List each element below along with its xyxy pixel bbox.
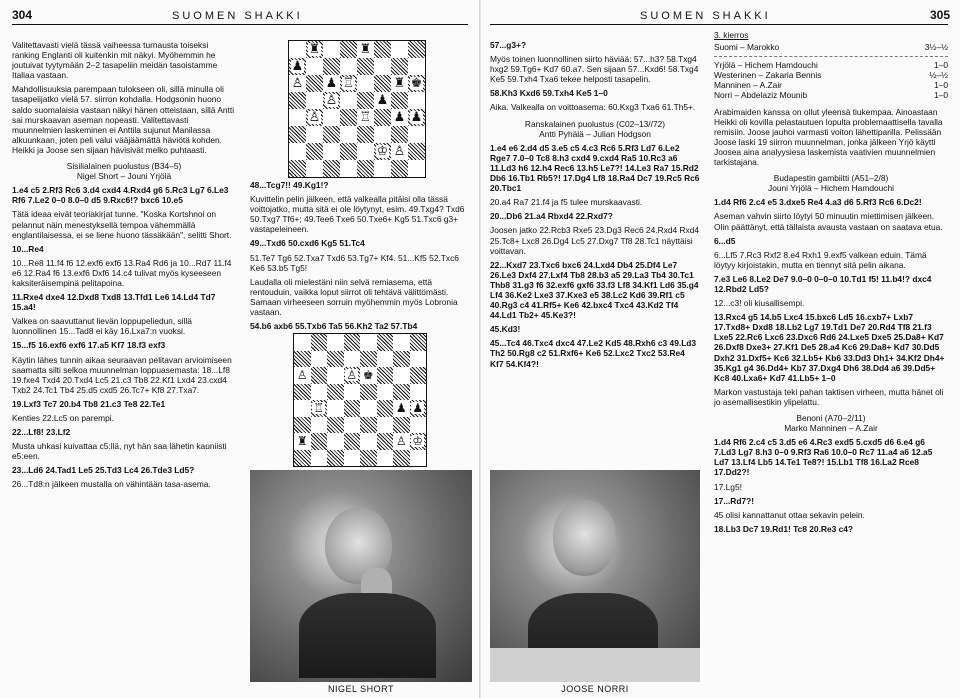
sq-g5 (391, 92, 408, 109)
sq2-g8 (393, 334, 410, 351)
result-pairing: Manninen – A.Zair (714, 80, 782, 91)
paragraph-c4-2: Markon vastustaja teki pahan taktisen virheen, mutta hänet oli jo asemallisestikin ylipelattu. (714, 386, 944, 407)
sq2-h1 (410, 450, 427, 467)
black-pawn-icon: ♟ (291, 59, 304, 74)
sq2-c6 (327, 367, 344, 384)
black-pawn-icon: ♟ (376, 93, 389, 108)
sq-f4 (374, 109, 391, 126)
result-row (714, 70, 948, 80)
sq2-a8 (294, 334, 311, 351)
moves-c3-6: 45.Kd3! (490, 324, 521, 335)
sq-d8 (340, 41, 357, 58)
game-players-c3: Antti Pyhälä – Julian Hodgson (539, 128, 651, 139)
sq2-h5 (410, 384, 427, 401)
sq2-c2 (327, 433, 344, 450)
white-rook-icon: ♖ (342, 76, 355, 91)
sq2-e1 (360, 450, 377, 467)
white-pawn-icon: ♙ (393, 144, 406, 159)
sq2-d4 (344, 400, 361, 417)
sq2-g3 (393, 417, 410, 434)
sq-g2 (391, 143, 408, 160)
result-score: ½–½ (929, 70, 948, 81)
moves-2: 10...Re4 (12, 243, 44, 254)
sq2-e2 (360, 433, 377, 450)
sq-f2 (374, 143, 391, 160)
sq2-b6 (311, 367, 328, 384)
sq2-a3 (294, 417, 311, 434)
black-rook-icon: ♜ (393, 76, 406, 91)
moves-c3-5: 22...Kxd7 23.Txc6 bxc6 24.Lxd4 Db4 25.Df4 Le7 26.Le3 Dxf4 27.Lxf4 Tb8 28.b3 a5 29.La3 Tb4 30.Tc1 Thb8 31.g3 f6 32.exf6 gxf6 33.f3 Lf8 34.Kf1 Ld6 35.g4 Lf4 36.Ke2 Lxe3 37.Kxe3 e5 38.Lc2 Kd6 39.Rf1 c5 40.Rg3 c4 41.Rf5+ Ke6 42.bxc4 Txc4 43.Kd2 Tf4 44.Ld1 Tb2+ 45.Ke3?! (490, 259, 699, 321)
game2-players-c4: Marko Manninen – A.Zair (784, 423, 878, 434)
sq2-c8 (327, 334, 344, 351)
right-header-title: SUOMEN SHAKKI (640, 10, 771, 22)
black-king-icon: ♚ (410, 76, 423, 91)
sq2-a5 (294, 384, 311, 401)
game-players: Nigel Short – Jouni Yrjölä (76, 171, 172, 182)
sq-g1 (391, 160, 408, 177)
moves-1: 1.e4 c5 2.Rf3 Rc6 3.d4 cxd4 4.Rxd4 g6 5.Rc3 Lg7 6.Le3 Rf6 7.Le2 0–0 8.0–0 d5 9.Rxc6!? bxc6 10.e5 (12, 185, 229, 206)
sq2-g4 (393, 400, 410, 417)
sq-f6 (374, 75, 391, 92)
left-header-title: SUOMEN SHAKKI (172, 10, 303, 22)
sq2-a7 (294, 351, 311, 368)
note-c3-4: Joosen jatko 22.Rcb3 Rxe5 23.Dg3 Rec6 24.Rxd4 Rxd4 25.Tc8+ Lxc8 26.Dg4 Lc5 27.Dxg7 Tf8 28.Tc1 näyttäisi voittavan. (490, 225, 700, 256)
sq2-a6 (294, 367, 311, 384)
sq2-g1 (393, 450, 410, 467)
sq2-e5 (360, 384, 377, 401)
moves-6: 22...Lf8! 23.Lf2 (12, 427, 71, 438)
sq2-d3 (344, 417, 361, 434)
sq2-f4 (377, 400, 394, 417)
result-pairing: Yrjölä – Hichem Hamdouchi (714, 60, 818, 71)
sq2-g5 (393, 384, 410, 401)
note-c4-5: 45 olisi kannattanut ottaa sekavin pelein. (714, 509, 865, 520)
sq-d7 (340, 58, 357, 75)
photo-table (490, 648, 700, 682)
note-c2-1: Kuvittelin pelin jälkeen, että valkealla pitäisi olla tässä voittojatko, mutta sitä ei ole löytynyt, esim. 49.Txg4? Txd6 50.Txg7 Tf6+; 49.Tee6 Txe6 50.Txe6+ Kg5 51.Txc6 g3+ vastapeleineen. (250, 194, 465, 235)
game2-heading-c4: Benoni (A70–2/11) (796, 413, 866, 423)
sq2-c1 (327, 450, 344, 467)
sq-h8 (408, 41, 425, 58)
white-pawn-icon: ♙ (308, 110, 321, 125)
sq-e3 (357, 126, 374, 143)
column-3 (490, 40, 700, 373)
result-pairing: Suomi – Marokko (714, 42, 780, 53)
sq2-d1 (344, 450, 361, 467)
moves-c4-4: 13.Rxc4 g5 14.b5 Lxc4 15.bxc6 Ld5 16.cxb7+ Lxb7 17.Txd8+ Dxd8 18.Lb2 Lg7 19.Td1 De7 20.Rd4 Tf8 21.f3 Lxe5 22.Rc6 Lxc6 23.Dxc6 Rd6 24.Lxe5 Dxe5 25.Da8+ Kd7 26.Dxf8 Dxe3+ 27.Kf1 De5 28.a4 Kc6 29.Da8+ Kd7 30.Dd5 Dxh2 31.Dxf5+ Kc6 32.Lb5+ Kb6 33.Dd3 Dh1+ 34.Kf2 Dh4+ 35.Kg1 g4 36.Dd4+ Kb7 37.Dxg4 Dh6 38.Dd4 a6 39.Dd5+ Kc8 40.Lxa6+ Kd7 41.Lb5+ 1–0 (714, 312, 945, 383)
black-pawn-icon: ♟ (395, 401, 407, 416)
sq-a3 (289, 126, 306, 143)
white-king-icon: ♔ (412, 434, 424, 449)
results-divider (714, 56, 948, 57)
sq-f3 (374, 126, 391, 143)
note-c3-3: 20.a4 Ra7 21.f4 ja f5 tulee murskaavasti. (490, 197, 643, 208)
sq2-f1 (377, 450, 394, 467)
sq-g6 (391, 75, 408, 92)
sq2-c7 (327, 351, 344, 368)
sq-d6 (340, 75, 357, 92)
white-rook-icon: ♖ (359, 110, 372, 125)
note-6: Musta uhkasi kuivattaa c5:llä, nyt hän saa lähetin kauniisti e5:een. (12, 441, 227, 462)
result-score: 1–0 (934, 80, 948, 91)
note-3: Valkea on saavuttanut lievän loppupelieduп, sillä luonnollinen 15...Tad8 ei käy 16.Lxa7:n vuoksi. (12, 316, 192, 337)
sq-a7 (289, 58, 306, 75)
sq-a5 (289, 92, 306, 109)
moves-c4-7: 18.Lb3 Dc7 19.Rd1! Tc8 20.Re3 c4? (714, 523, 854, 534)
moves-c3-1: 57...g3+? (490, 40, 527, 50)
result-score: 1–0 (934, 90, 948, 101)
sq2-g2 (393, 433, 410, 450)
note-c4-2: 6...Lf5 7.Rc3 Rxf2 8.e4 Rxh1 9.exf5 valkean eduin. Tämä löytyy kirjoistakin, mutta en tiennyt sitä pelin aikana. (714, 249, 927, 270)
sq-h4 (408, 109, 425, 126)
sq-h5 (408, 92, 425, 109)
note-5: Kenties 22.Lc5 on parempi. (12, 413, 114, 423)
game-heading-c4: Budapestin gambiitti (A51–2/8) (773, 173, 889, 184)
sq-f5 (374, 92, 391, 109)
black-rook-icon: ♜ (359, 42, 372, 57)
sq2-g7 (393, 351, 410, 368)
sq-f8 (374, 41, 391, 58)
paragraph-2: Mahdollisuuksia parempaan tulokseen oli, sillä minulla oli tasapelijatko vielä 57. siirron kohdalla. Hodgsonin huono saldo suomalaisia vastaan näkyi hänen otteistaan, sillä Antti sai murskaavan aseman nopeasti. Valitettavasti muunnelmien laskeminen ei Anttila sujunut Manilassa alkuunkaan, joten peli valui vääjäämättä häviötä kohden. Heikki ja Joose sen sijaan hävisivät melko puhtaasti. (12, 84, 235, 155)
sq-g8 (391, 41, 408, 58)
moves-c4-2: 6...d5 (714, 235, 736, 246)
sq-c7 (323, 58, 340, 75)
sq2-b8 (311, 334, 328, 351)
moves-7: 23...Ld6 24.Tad1 Le5 25.Td3 Lc4 26.Tde3 Ld5? (12, 465, 195, 476)
sq2-b7 (311, 351, 328, 368)
sq-b7 (306, 58, 323, 75)
chess-board-2 (293, 333, 427, 467)
sq2-e4 (360, 400, 377, 417)
chess-board-1 (288, 40, 426, 178)
result-score: 1–0 (934, 60, 948, 71)
sq-e8 (357, 41, 374, 58)
sq2-f3 (377, 417, 394, 434)
sq-b3 (306, 126, 323, 143)
sq2-b2 (311, 433, 328, 450)
moves-c3-7: 45...Tc4 46.Txc4 dxc4 47.Le2 Kd5 48.Rxh6 c3 49.Ld3 Th2 50.Rg8 c2 51.Rxf6+ Ke6 52.Lxc2 Txc2 53.Re4 Kf7 54.Kf4?! (490, 338, 697, 369)
sq-f7 (374, 58, 391, 75)
note-c3-2: Aika. Valkealla on voittoasema: 60.Kxg3 Txa6 61.Th5+. (490, 102, 696, 113)
result-score: 3½–½ (924, 42, 948, 53)
sq-c2 (323, 143, 340, 160)
sq-b8 (306, 41, 323, 58)
sq-f1 (374, 160, 391, 177)
sq-g3 (391, 126, 408, 143)
sq2-f2 (377, 433, 394, 450)
sq-a8 (289, 41, 306, 58)
sq2-h6 (410, 367, 427, 384)
moves-3: 11.Rxe4 dxe4 12.Dxd8 Txd8 13.Tfd1 Le6 14.Ld4 Td7 15.a4! (12, 292, 216, 313)
sq-e6 (357, 75, 374, 92)
page-gutter (479, 0, 481, 698)
sq-h2 (408, 143, 425, 160)
sq2-h3 (410, 417, 427, 434)
result-row (714, 90, 948, 100)
game-players-c4: Jouni Yrjölä – Hichem Hamdouchi (768, 183, 894, 194)
sq-b4 (306, 109, 323, 126)
photo-caption-left: NIGEL SHORT (327, 684, 394, 694)
note-c4-4: 17.Lg5! (714, 481, 742, 492)
moves-c2-1: 49...Txd6 50.cxd6 Kg5 51.Tc4 (250, 238, 365, 249)
sq2-f7 (377, 351, 394, 368)
sq2-e6 (360, 367, 377, 384)
sq-d4 (340, 109, 357, 126)
sq2-h8 (410, 334, 427, 351)
sq2-f5 (377, 384, 394, 401)
black-rook-icon: ♜ (308, 42, 321, 57)
moves-c3-3: 1.e4 e6 2.d4 d5 3.e5 c5 4.c3 Rc6 5.Rf3 Ld7 6.Le2 Rge7 7.0–0 Tc8 8.h3 cxd4 9.cxd4 Ra5 10.Rc3 a6 11.Ld3 h6 12.h4 Rec6 13.h5 Le7?! 14.Le3 Ra7 15.Rd2 Db6 16.Tb1 Rb5?! 17.Dg4 Lf8 18.Ra4 Dc7 19.Rc5 Rc6 20.Tbc1 (490, 142, 700, 194)
note-c3-1: Myös toinen luonnollinen siirto häviää: 57...h3? 58.Txg4 hxg2 59.Tg6+ Kd7 60.a7. Sen sijaan 57...Kxd6! 58.Txg4 Ke5 59.Txh4 Txa6 tekee helposti tasapelin. (490, 54, 699, 85)
sq-e1 (357, 160, 374, 177)
white-pawn-icon: ♙ (296, 368, 308, 383)
results-boards (714, 60, 948, 100)
photo-joose-norri (490, 470, 700, 682)
paragraph-intro: Valitettavasti vielä tässä vaiheessa turnausta toiseksi ranking Englanti oli kuitenkin mit näkyi. Myöhemmin he joutuivat tyytymään 2–2 tasapeliin meidän tasoistamme Italiaa vastaan. (12, 40, 218, 81)
sq2-e3 (360, 417, 377, 434)
note-c2-2: 51.Te7 Tg6 52.Txa7 Txd6 53.Tg7+ Kf4. 51...Kf5 52.Txc6 Ke6 53.b5 Tg5! (250, 252, 459, 273)
black-king-icon: ♚ (362, 368, 374, 383)
sq2-f6 (377, 367, 394, 384)
result-row (714, 60, 948, 70)
sq-c3 (323, 126, 340, 143)
sq-e4 (357, 109, 374, 126)
sq2-h4 (410, 400, 427, 417)
sq-b5 (306, 92, 323, 109)
photo-caption-right: JOOSE NORRI (561, 684, 629, 694)
black-pawn-icon: ♟ (410, 110, 423, 125)
sq-d2 (340, 143, 357, 160)
sq2-e8 (360, 334, 377, 351)
sq-e2 (357, 143, 374, 160)
white-pawn-icon: ♙ (291, 76, 304, 91)
sq2-b4 (311, 400, 328, 417)
note-1: Tätä ideaa eivät teoriakirjat tunne. "Koska Kortshnoi on pelannut näin menestyksellä tempoa vähemmällä englantilaisessa, ei se liene huono tässäkään", selitti Short. (12, 209, 232, 240)
sq-c8 (323, 41, 340, 58)
sq2-f8 (377, 334, 394, 351)
sq2-b3 (311, 417, 328, 434)
black-pawn-icon: ♟ (325, 76, 338, 91)
right-header-rule (490, 8, 951, 25)
sq-e5 (357, 92, 374, 109)
note-7: 26...Td8:n jälkeen mustalla on vähintään tasa-asema. (12, 479, 211, 490)
sq-c1 (323, 160, 340, 177)
sq2-h2 (410, 433, 427, 450)
sq-d5 (340, 92, 357, 109)
sq2-h7 (410, 351, 427, 368)
sq-c5 (323, 92, 340, 109)
result-row (714, 80, 948, 90)
sq2-d2 (344, 433, 361, 450)
sq-b2 (306, 143, 323, 160)
column-4 (714, 30, 948, 538)
moves-c4-1: 1.d4 Rf6 2.c4 e5 3.dxe5 Re4 4.a3 d6 5.Rf3 Rc6 6.Dc2! (714, 197, 922, 208)
sq2-d7 (344, 351, 361, 368)
sq-a4 (289, 109, 306, 126)
photo-body (299, 593, 437, 678)
sq-b6 (306, 75, 323, 92)
sq-h3 (408, 126, 425, 143)
sq2-c5 (327, 384, 344, 401)
note-c4-3: 12...c3! oli kiusallisempi. (714, 298, 805, 309)
sq-c4 (323, 109, 340, 126)
column-2 (250, 180, 472, 335)
result-pairing: Westerinen – Zakaria Bennis (714, 70, 822, 81)
note-4: Käytin lähes tunnin aikaa seuraavan pelitavan arvioimiseen saamatta silti selkoa muunnelman loppuasemasta: 18...Lf8 19.fxe4 Txd4 20.Txd4 Lc5 21.c3 Tb8 22.Kf1 Lxd4 23.cxd4 Txb2 24.Tc1 Tb4 25.d5 cxd5 26.Tc7+ Kf8 27.Txa7. (12, 354, 232, 395)
sq-e7 (357, 58, 374, 75)
sq2-a1 (294, 450, 311, 467)
right-page-number: 305 (930, 8, 951, 22)
sq2-g6 (393, 367, 410, 384)
black-pawn-icon: ♟ (412, 401, 424, 416)
sq-a2 (289, 143, 306, 160)
white-pawn-icon: ♙ (325, 93, 338, 108)
sq2-a4 (294, 400, 311, 417)
sq2-c3 (327, 417, 344, 434)
white-pawn-icon: ♙ (346, 368, 358, 383)
sq-c6 (323, 75, 340, 92)
photo-face-2 (553, 500, 616, 576)
paragraph-c4-1: Arabimaiden kanssa on ollut yleensä tiukempaa. Ainoastaan Heikki oli kovilla pelastautuen lopulta problemaattisella tavalla remisiin. Joose jauhoi varmasti voiton lähettiparilla. Pelissään Joose laski 19 siirron muunnelman, jonka jälkeen Yrjö käytti Joosea aina analyysiesa laskemista vaativien muunnelmien tarkistajana. (714, 106, 943, 168)
result-pairing: Norri – Abdelaziz Mounib (714, 90, 808, 101)
sq-b1 (306, 160, 323, 177)
note-c4-1: Aseman vahvin siirto löytyi 50 minuutin miettimisen jälkeen. Olin päättänyt, että tällaista avausta vastaan on saatava etua. (714, 211, 943, 232)
sq-g4 (391, 109, 408, 126)
moves-c3-2: 58.Kh3 Kxd6 59.Txh4 Ke5 1–0 (490, 88, 608, 99)
black-pawn-icon: ♟ (393, 110, 406, 125)
white-king-icon: ♔ (376, 144, 389, 159)
column-1 (12, 40, 236, 494)
sq2-c4 (327, 400, 344, 417)
left-page-number: 304 (12, 8, 33, 22)
sq2-b1 (311, 450, 328, 467)
sq-a1 (289, 160, 306, 177)
board-caption-1: 48...Tcg7!! 49.Kg1!? (250, 180, 329, 190)
white-pawn-icon: ♙ (395, 434, 407, 449)
sq-h6 (408, 75, 425, 92)
note-c2-3: Laudalla oli mielestäni niin selvä remiasema, että rentouduin, vaikka loput siirrot oli tehtävä välittömästi. Samaan virheeseen sorruin myöhemmin myös Lobronia vastaan. (250, 276, 458, 318)
results-team (714, 42, 948, 52)
moves-c2-2: 54.b6 axb6 55.Txb6 Ta5 56.Kh2 Ta2 57.Tb4 (250, 321, 418, 332)
sq2-b5 (311, 384, 328, 401)
sq2-e7 (360, 351, 377, 368)
note-2: 10...Re8 11.f4 f6 12.exf6 exf6 13.Ra4 Rd6 ja 10...Rd7 11.f4 e6 12.Ra4 f6 13.exf6 Dxf6 14.c4 tulivat myös kyseeseen kaksiteräisempinä pelitapoina. (12, 257, 232, 288)
sq-d1 (340, 160, 357, 177)
sq2-a2 (294, 433, 311, 450)
moves-5: 19.Lxf3 Tc7 20.b4 Tb8 21.c3 Te8 22.Te1 (12, 398, 166, 409)
game-heading-c3: Ranskalainen puolustus (C02–13//72) (524, 118, 666, 129)
sq2-d6 (344, 367, 361, 384)
left-header-rule (12, 10, 468, 25)
sq-d3 (340, 126, 357, 143)
moves-c4-6: 17...Rd7?! (714, 495, 755, 506)
moves-c3-4: 20...Db6 21.a4 Rbxd4 22.Rxd7? (490, 211, 613, 222)
game-heading: Sisilialainen puolustus (B34–5) (66, 161, 182, 172)
photo-nigel-short (250, 470, 472, 682)
white-rook-icon: ♖ (313, 401, 325, 416)
sq-a6 (289, 75, 306, 92)
sq-g7 (391, 58, 408, 75)
sq2-d5 (344, 384, 361, 401)
sq2-d8 (344, 334, 361, 351)
sq-h1 (408, 160, 425, 177)
round-heading: 3. kierros (714, 30, 749, 40)
sq-h7 (408, 58, 425, 75)
moves-4: 15...f5 16.exf6 exf6 17.a5 Kf7 18.f3 exf3 (12, 340, 166, 351)
black-rook-icon: ♜ (296, 434, 308, 449)
moves-c4-3: 7.e3 Le6 8.Le2 De7 9.0–0 0–0–0 10.Td1 f5! 11.b4!? dxc4 12.Rbd2 Ld5? (714, 273, 932, 294)
moves-c4-5: 1.d4 Rf6 2.c4 c5 3.d5 e6 4.Rc3 exd5 5.cxd5 d6 6.e4 g6 7.Ld3 Lg7 8.h3 0–0 9.Rf3 Ra6 10.0–0 Rc7 11.a4 a6 12.a5 Ld7 13.Lf4 Lb5 14.Te1 Te8?! 15.Lb1 Tf8 16.La2 Rce8 17.Dd2?! (714, 437, 933, 478)
result-row (714, 42, 948, 52)
